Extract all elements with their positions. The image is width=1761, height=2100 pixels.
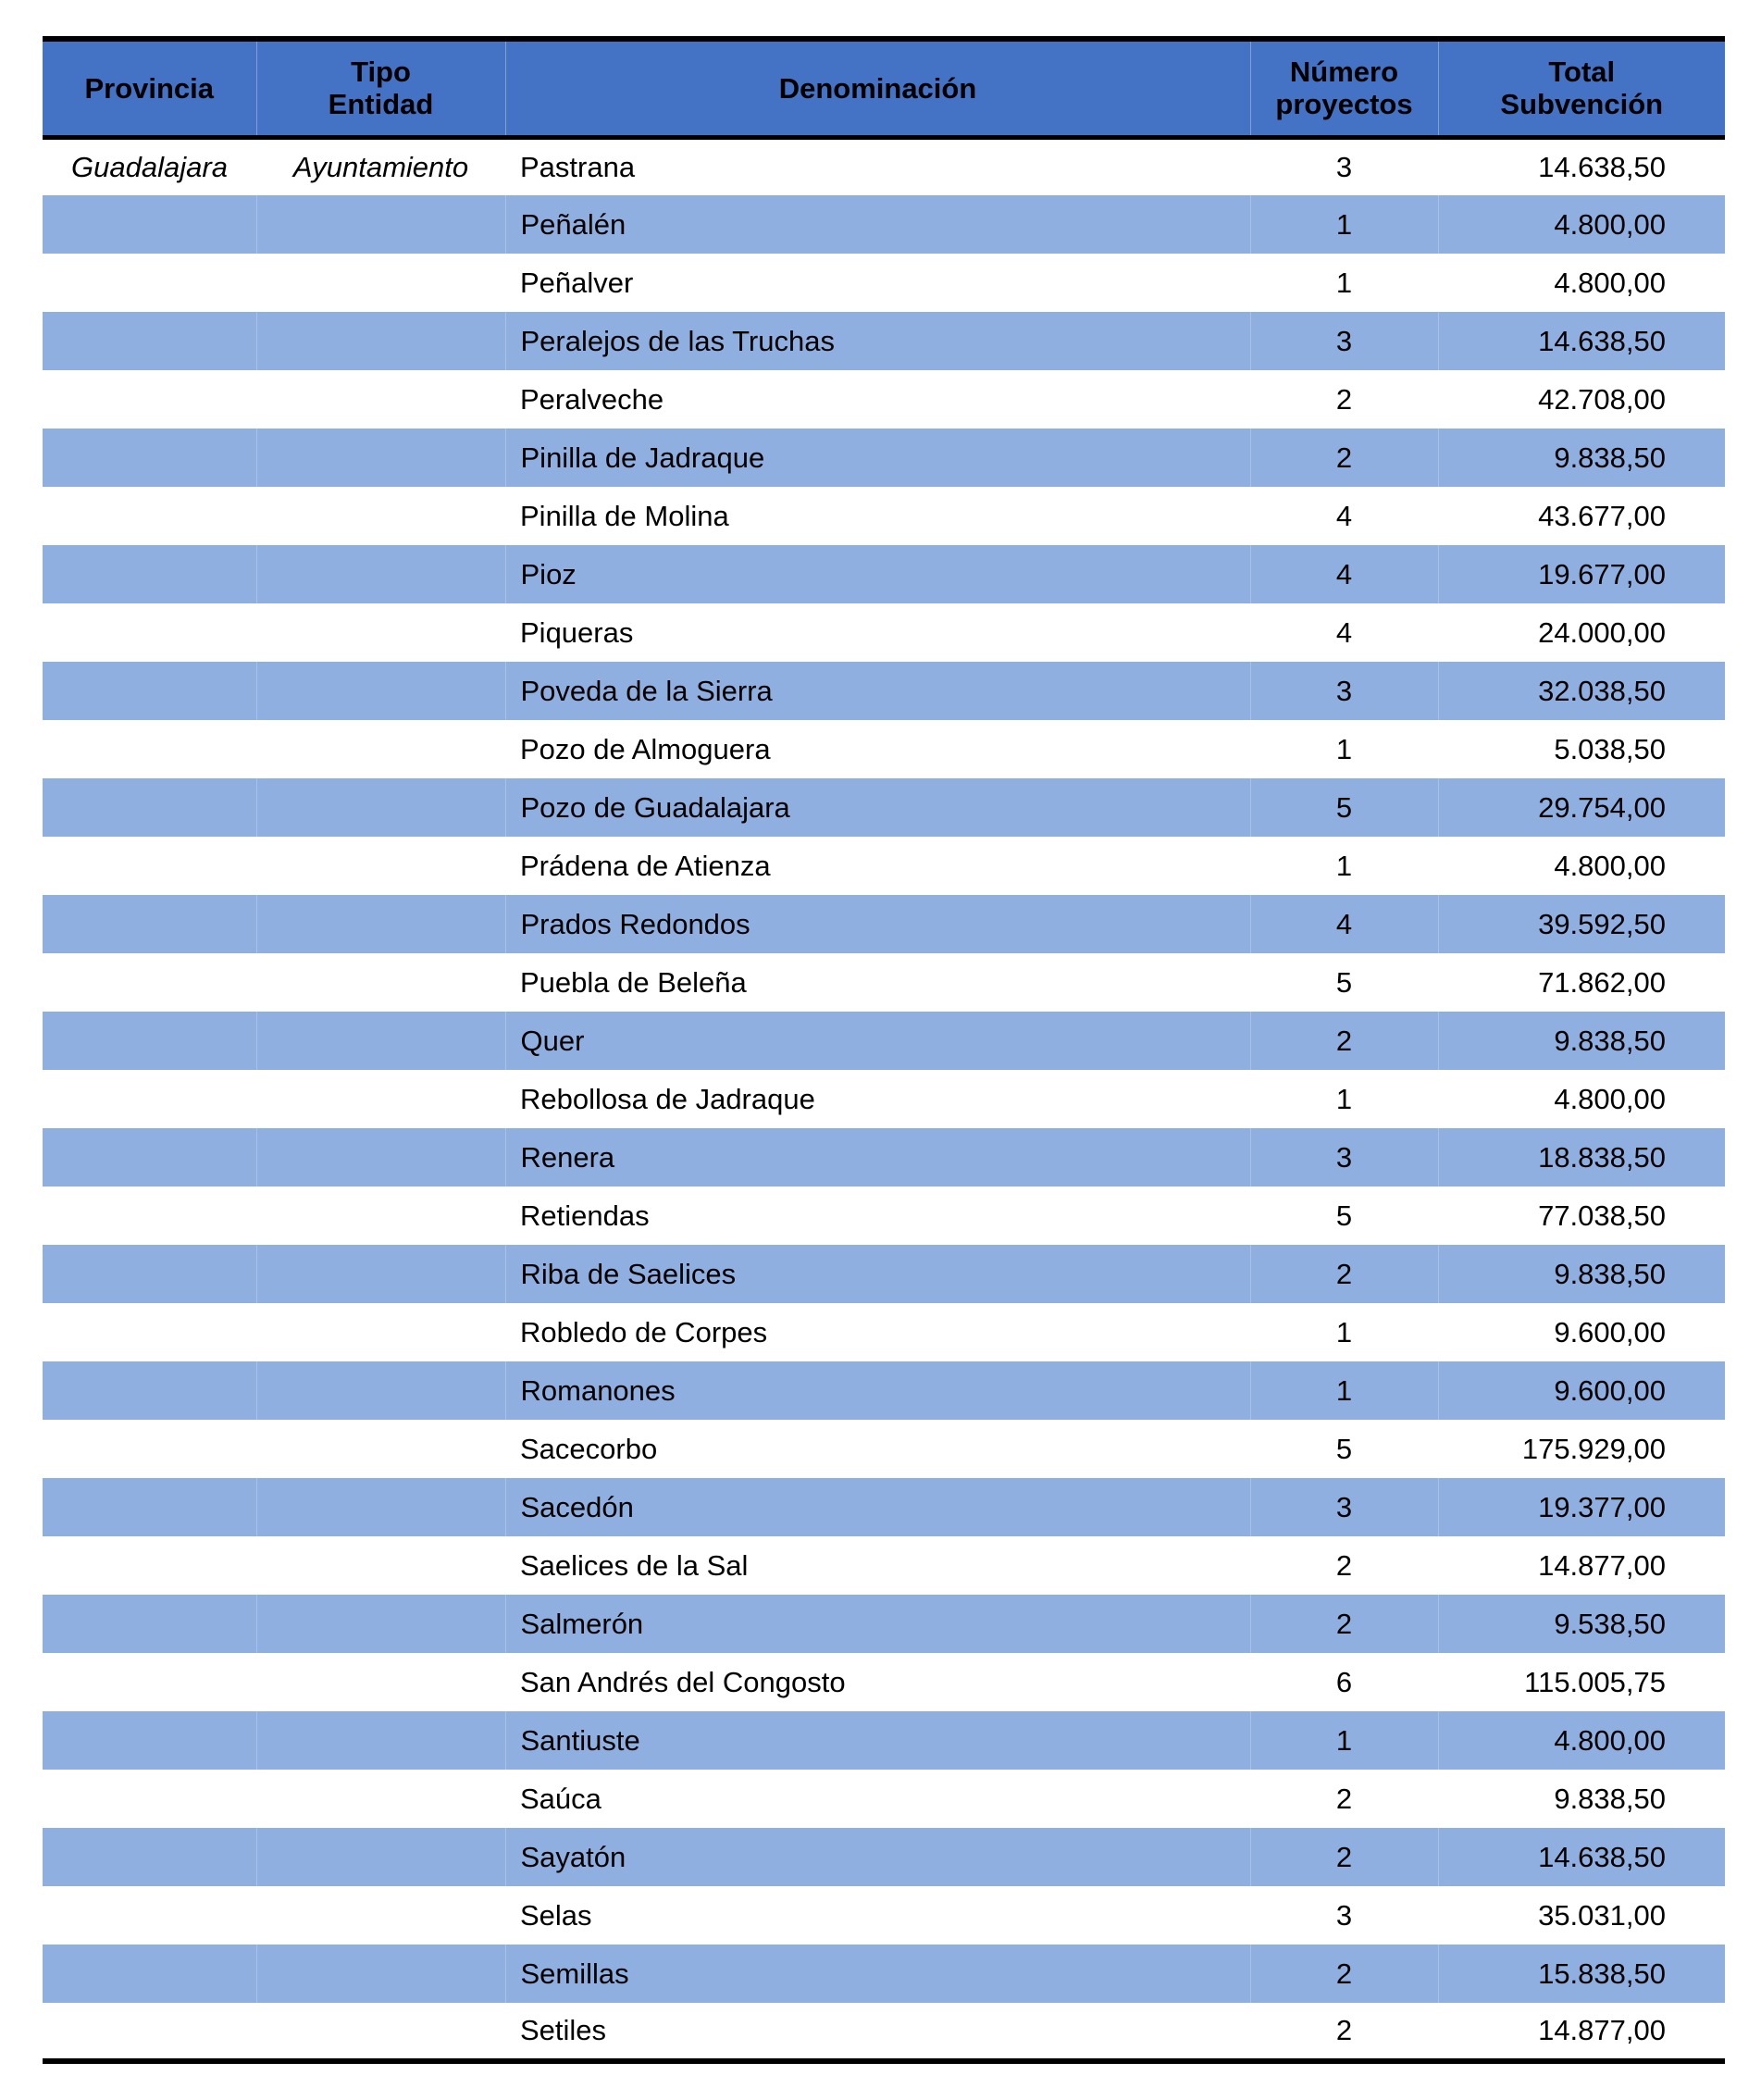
cell-provincia <box>43 1070 256 1128</box>
cell-numero-proyectos: 5 <box>1250 778 1438 837</box>
table-row <box>43 1770 1725 1828</box>
cell-total-subvencion: 4.800,00 <box>1438 195 1725 254</box>
cell-numero-proyectos: 2 <box>1335 1782 1353 1815</box>
cell-numero-proyectos: 1 <box>1250 195 1438 254</box>
cell-numero-proyectos: 3 <box>1250 312 1438 370</box>
cell-denominacion: Renera <box>505 1128 1250 1187</box>
cell-tipo-entidad <box>256 603 505 662</box>
cell-tipo-entidad <box>256 1303 505 1361</box>
table-row <box>43 1070 1725 1128</box>
cell-total-subvencion: 5.038,50 <box>1554 732 1666 765</box>
cell-total-subvencion: 77.038,50 <box>1538 1199 1666 1232</box>
cell-tipo-entidad <box>256 1886 505 1945</box>
header-denominacion: Denominación <box>505 39 1250 137</box>
table-row <box>43 137 1725 195</box>
table-body <box>43 137 1725 2061</box>
cell-denominacion: Saelices de la Sal <box>520 1548 749 1582</box>
cell-provincia <box>43 195 256 254</box>
cell-numero-proyectos: 3 <box>1250 662 1438 720</box>
cell-provincia <box>43 895 256 953</box>
cell-provincia <box>43 1945 256 2003</box>
cell-denominacion: Pinilla de Jadraque <box>505 429 1250 487</box>
cell-total-subvencion: 9.538,50 <box>1438 1595 1725 1653</box>
cell-provincia <box>43 312 256 370</box>
cell-total-subvencion: 32.038,50 <box>1438 662 1725 720</box>
cell-total-subvencion: 4.800,00 <box>1438 1711 1725 1770</box>
cell-provincia <box>43 370 256 429</box>
cell-denominacion: San Andrés del Congosto <box>520 1665 846 1698</box>
table-row <box>43 2003 1725 2061</box>
cell-denominacion: Pioz <box>505 545 1250 603</box>
cell-provincia <box>43 1828 256 1886</box>
cell-provincia <box>43 1653 256 1711</box>
cell-numero-proyectos: 5 <box>1335 1199 1353 1232</box>
table-row <box>43 1828 1725 1886</box>
table-row <box>43 895 1725 953</box>
table-row <box>43 370 1725 429</box>
cell-tipo-entidad <box>256 545 505 603</box>
cell-total-subvencion: 9.600,00 <box>1438 1361 1725 1420</box>
cell-tipo-entidad <box>256 1012 505 1070</box>
cell-provincia <box>43 662 256 720</box>
cell-provincia <box>43 1361 256 1420</box>
cell-provincia <box>43 1886 256 1945</box>
cell-tipo-entidad <box>256 1245 505 1303</box>
cell-numero-proyectos: 2 <box>1250 2003 1438 2061</box>
cell-tipo-entidad <box>256 1595 505 1653</box>
cell-total-subvencion: 9.838,50 <box>1438 1012 1725 1070</box>
cell-denominacion: Pinilla de Molina <box>520 499 729 532</box>
cell-provincia <box>43 1536 256 1595</box>
cell-tipo-entidad <box>256 1770 505 1828</box>
header-total-subvencion: Total Subvención <box>1438 39 1725 137</box>
table-row <box>43 1595 1725 1653</box>
cell-numero-proyectos: 2 <box>1250 1945 1438 2003</box>
cell-tipo-entidad <box>256 195 505 254</box>
cell-denominacion: Sacecorbo <box>520 1432 658 1465</box>
cell-denominacion: Sayatón <box>505 1828 1250 1886</box>
cell-denominacion: Pastrana <box>520 150 636 183</box>
cell-numero-proyectos: 5 <box>1335 965 1353 999</box>
cell-provincia <box>43 1420 256 1478</box>
cell-numero-proyectos: 6 <box>1335 1665 1353 1698</box>
cell-tipo-entidad <box>256 1187 505 1245</box>
cell-tipo-entidad <box>256 1828 505 1886</box>
cell-numero-proyectos: 5 <box>1335 1432 1353 1465</box>
cell-total-subvencion: 14.877,00 <box>1438 2003 1725 2061</box>
cell-numero-proyectos: 2 <box>1250 1828 1438 1886</box>
cell-total-subvencion: 15.838,50 <box>1438 1945 1725 2003</box>
cell-total-subvencion: 175.929,00 <box>1521 1432 1666 1465</box>
table-row <box>43 1478 1725 1536</box>
table-row <box>43 1886 1725 1945</box>
cell-total-subvencion: 19.377,00 <box>1438 1478 1725 1536</box>
table-row <box>43 1128 1725 1187</box>
header-numero-proyectos: Número proyectos <box>1250 39 1438 137</box>
cell-denominacion: Riba de Saelices <box>505 1245 1250 1303</box>
cell-total-subvencion: 4.800,00 <box>1554 849 1666 882</box>
table-row <box>43 254 1725 312</box>
cell-total-subvencion: 115.005,75 <box>1524 1665 1666 1698</box>
cell-tipo-entidad <box>256 1128 505 1187</box>
cell-tipo-entidad <box>256 1711 505 1770</box>
cell-denominacion: Pozo de Guadalajara <box>505 778 1250 837</box>
cell-denominacion: Setiles <box>505 2003 1250 2061</box>
cell-provincia <box>43 1303 256 1361</box>
cell-tipo-entidad <box>256 429 505 487</box>
cell-denominacion: Semillas <box>505 1945 1250 2003</box>
cell-numero-proyectos: 4 <box>1335 615 1353 649</box>
cell-numero-proyectos: 3 <box>1335 1898 1353 1932</box>
cell-numero-proyectos: 1 <box>1335 1082 1353 1115</box>
cell-total-subvencion: 29.754,00 <box>1438 778 1725 837</box>
cell-total-subvencion: 14.877,00 <box>1538 1548 1666 1582</box>
cell-denominacion: Selas <box>520 1898 592 1932</box>
cell-tipo-entidad <box>256 2003 505 2061</box>
table-header <box>43 39 1725 137</box>
cell-numero-proyectos: 3 <box>1250 1128 1438 1187</box>
cell-numero-proyectos: 1 <box>1335 1315 1353 1348</box>
cell-numero-proyectos: 3 <box>1335 150 1353 183</box>
table-row <box>43 837 1725 895</box>
cell-provincia <box>43 2003 256 2061</box>
cell-total-subvencion: 35.031,00 <box>1538 1898 1666 1932</box>
cell-total-subvencion: 9.838,50 <box>1438 1245 1725 1303</box>
cell-denominacion: Robledo de Corpes <box>520 1315 768 1348</box>
subsidy-table <box>43 36 1725 2064</box>
cell-total-subvencion: 24.000,00 <box>1538 615 1666 649</box>
table-row <box>43 1653 1725 1711</box>
cell-denominacion: Piqueras <box>520 615 634 649</box>
cell-denominacion: Peñalén <box>505 195 1250 254</box>
cell-total-subvencion: 39.592,50 <box>1438 895 1725 953</box>
cell-total-subvencion: 71.862,00 <box>1538 965 1666 999</box>
cell-provincia <box>43 254 256 312</box>
cell-numero-proyectos: 3 <box>1250 1478 1438 1536</box>
cell-tipo-entidad: Ayuntamiento <box>292 150 469 183</box>
cell-tipo-entidad <box>256 487 505 545</box>
cell-total-subvencion: 9.600,00 <box>1554 1315 1666 1348</box>
table-row <box>43 429 1725 487</box>
cell-provincia <box>43 1595 256 1653</box>
cell-tipo-entidad <box>256 1478 505 1536</box>
cell-numero-proyectos: 2 <box>1250 1012 1438 1070</box>
table-row <box>43 778 1725 837</box>
cell-numero-proyectos: 1 <box>1335 732 1353 765</box>
cell-denominacion: Peralveche <box>520 382 664 416</box>
table-row <box>43 487 1725 545</box>
table-row <box>43 1012 1725 1070</box>
cell-tipo-entidad <box>256 837 505 895</box>
cell-denominacion: Pozo de Almoguera <box>520 732 771 765</box>
cell-total-subvencion: 9.838,50 <box>1554 1782 1666 1815</box>
cell-total-subvencion: 4.800,00 <box>1554 1082 1666 1115</box>
cell-tipo-entidad <box>256 1070 505 1128</box>
cell-denominacion: Sacedón <box>505 1478 1250 1536</box>
cell-provincia <box>43 1770 256 1828</box>
cell-numero-proyectos: 2 <box>1250 1595 1438 1653</box>
cell-numero-proyectos: 2 <box>1335 382 1353 416</box>
cell-numero-proyectos: 2 <box>1250 1245 1438 1303</box>
cell-tipo-entidad <box>256 1361 505 1420</box>
cell-total-subvencion: 42.708,00 <box>1538 382 1666 416</box>
cell-total-subvencion: 18.838,50 <box>1438 1128 1725 1187</box>
cell-denominacion: Prados Redondos <box>505 895 1250 953</box>
cell-provincia <box>43 1711 256 1770</box>
cell-total-subvencion: 14.638,50 <box>1438 312 1725 370</box>
cell-denominacion: Poveda de la Sierra <box>505 662 1250 720</box>
cell-total-subvencion: 14.638,50 <box>1438 1828 1725 1886</box>
cell-tipo-entidad <box>256 895 505 953</box>
cell-denominacion: Rebollosa de Jadraque <box>520 1082 815 1115</box>
table-row <box>43 545 1725 603</box>
cell-provincia <box>43 1187 256 1245</box>
header-provincia: Provincia <box>43 39 256 137</box>
cell-denominacion: Puebla de Beleña <box>520 965 747 999</box>
cell-numero-proyectos: 4 <box>1250 545 1438 603</box>
cell-denominacion: Romanones <box>505 1361 1250 1420</box>
cell-denominacion: Santiuste <box>505 1711 1250 1770</box>
cell-total-subvencion: 19.677,00 <box>1438 545 1725 603</box>
table-row <box>43 720 1725 778</box>
cell-provincia <box>43 837 256 895</box>
cell-denominacion: Retiendas <box>520 1199 650 1232</box>
cell-provincia <box>43 487 256 545</box>
cell-provincia: Guadalajara <box>71 150 228 183</box>
cell-tipo-entidad <box>256 720 505 778</box>
table-row <box>43 1711 1725 1770</box>
cell-numero-proyectos: 2 <box>1335 1548 1353 1582</box>
table-row <box>43 195 1725 254</box>
cell-provincia <box>43 720 256 778</box>
cell-numero-proyectos: 2 <box>1250 429 1438 487</box>
cell-denominacion: Peñalver <box>520 266 634 299</box>
cell-denominacion: Peralejos de las Truchas <box>505 312 1250 370</box>
cell-tipo-entidad <box>256 953 505 1012</box>
cell-denominacion: Saúca <box>520 1782 601 1815</box>
cell-provincia <box>43 953 256 1012</box>
cell-tipo-entidad <box>256 778 505 837</box>
cell-numero-proyectos: 4 <box>1250 895 1438 953</box>
table-row <box>43 1245 1725 1303</box>
table-row <box>43 953 1725 1012</box>
cell-denominacion: Salmerón <box>505 1595 1250 1653</box>
table-row <box>43 1536 1725 1595</box>
cell-total-subvencion: 14.638,50 <box>1538 150 1666 183</box>
cell-tipo-entidad <box>256 1653 505 1711</box>
table-row <box>43 662 1725 720</box>
cell-tipo-entidad <box>256 312 505 370</box>
cell-numero-proyectos: 1 <box>1335 849 1353 882</box>
cell-numero-proyectos: 4 <box>1335 499 1353 532</box>
header-tipo-entidad: Tipo Entidad <box>256 39 505 137</box>
table-row <box>43 1420 1725 1478</box>
cell-provincia <box>43 1012 256 1070</box>
cell-total-subvencion: 9.838,50 <box>1438 429 1725 487</box>
cell-provincia <box>43 1128 256 1187</box>
cell-provincia <box>43 545 256 603</box>
cell-provincia <box>43 778 256 837</box>
cell-tipo-entidad <box>256 1536 505 1595</box>
cell-numero-proyectos: 1 <box>1335 266 1353 299</box>
cell-tipo-entidad <box>256 1945 505 2003</box>
table-row <box>43 1945 1725 2003</box>
table-row <box>43 1187 1725 1245</box>
cell-numero-proyectos: 1 <box>1250 1361 1438 1420</box>
cell-provincia <box>43 1478 256 1536</box>
cell-tipo-entidad <box>256 370 505 429</box>
table-row <box>43 312 1725 370</box>
table-row <box>43 1361 1725 1420</box>
cell-total-subvencion: 43.677,00 <box>1538 499 1666 532</box>
cell-numero-proyectos: 1 <box>1250 1711 1438 1770</box>
cell-tipo-entidad <box>256 662 505 720</box>
cell-total-subvencion: 4.800,00 <box>1554 266 1666 299</box>
cell-provincia <box>43 603 256 662</box>
cell-denominacion: Quer <box>505 1012 1250 1070</box>
cell-provincia <box>43 1245 256 1303</box>
header-row <box>43 39 1725 137</box>
cell-denominacion: Prádena de Atienza <box>520 849 771 882</box>
cell-provincia <box>43 429 256 487</box>
cell-tipo-entidad <box>256 1420 505 1478</box>
table-row <box>43 603 1725 662</box>
cell-tipo-entidad <box>256 254 505 312</box>
table-row <box>43 1303 1725 1361</box>
